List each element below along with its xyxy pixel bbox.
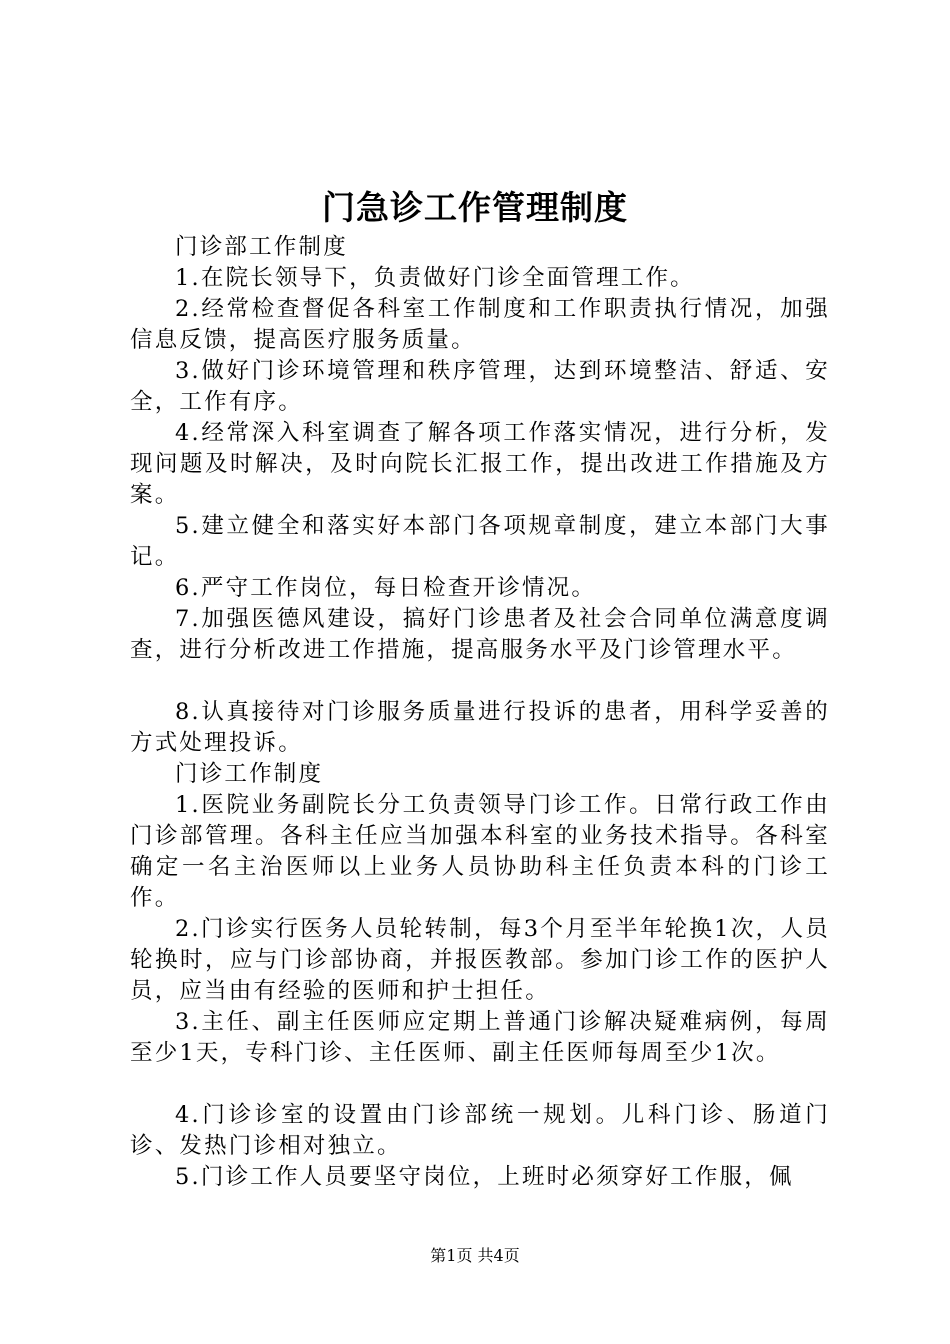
paragraph-item: 2.经常检查督促各科室工作制度和工作职责执行情况，加强信息反馈，提高医疗服务质量。: [130, 296, 830, 353]
paragraph-item: 2.门诊实行医务人员轮转制，每3个月至半年轮换1次，人员轮换时，应与门诊部协商，并报医教部。参加门诊工作的医护人员，应当由有经验的医师和护士担任。: [130, 916, 830, 1004]
paragraph-item: 4.经常深入科室调查了解各项工作落实情况，进行分析，发现问题及时解决，及时向院长汇报工作，提出改进工作措施及方案。: [130, 420, 830, 508]
section-heading-outpatient-work: 门诊工作制度: [175, 761, 324, 787]
section-heading-outpatient-department: 门诊部工作制度: [175, 234, 348, 260]
paragraph-item: 1.在院长领导下，负责做好门诊全面管理工作。: [175, 265, 695, 291]
paragraph-item: 8.认真接待对门诊服务质量进行投诉的患者，用科学妥善的方式处理投诉。: [130, 699, 830, 756]
paragraph-item: 7.加强医德风建设，搞好门诊患者及社会合同单位满意度调查，进行分析改进工作措施，提高服务水平及门诊管理水平。: [130, 606, 830, 663]
paragraph-item: 6.严守工作岗位，每日检查开诊情况。: [175, 575, 597, 601]
document-body: [130, 232, 830, 1193]
document-title: 门急诊工作管理制度: [322, 188, 628, 227]
paragraph-item: 4.门诊诊室的设置由门诊部统一规划。儿科门诊、肠道门诊、发热门诊相对独立。: [130, 1102, 830, 1159]
paragraph-item: 3.做好门诊环境管理和秩序管理，达到环境整洁、舒适、安全，工作有序。: [130, 358, 830, 415]
paragraph-item: 3.主任、副主任医师应定期上普通门诊解决疑难病例，每周至少1天，专科门诊、主任医师、副主任医师每周至少1次。: [130, 1009, 830, 1066]
paragraph-item: 1.医院业务副院长分工负责领导门诊工作。日常行政工作由门诊部管理。各科主任应当加强本科室的业务技术指导。各科室确定一名主治医师以上业务人员协助科主任负责本科的门诊工作。: [130, 792, 830, 911]
page-footer: 第1页 共4页: [430, 1246, 520, 1265]
paragraph-item: 5.建立健全和落实好本部门各项规章制度，建立本部门大事记。: [130, 513, 830, 570]
paragraph-item: 5.门诊工作人员要坚守岗位，上班时必须穿好工作服，佩: [175, 1164, 794, 1190]
